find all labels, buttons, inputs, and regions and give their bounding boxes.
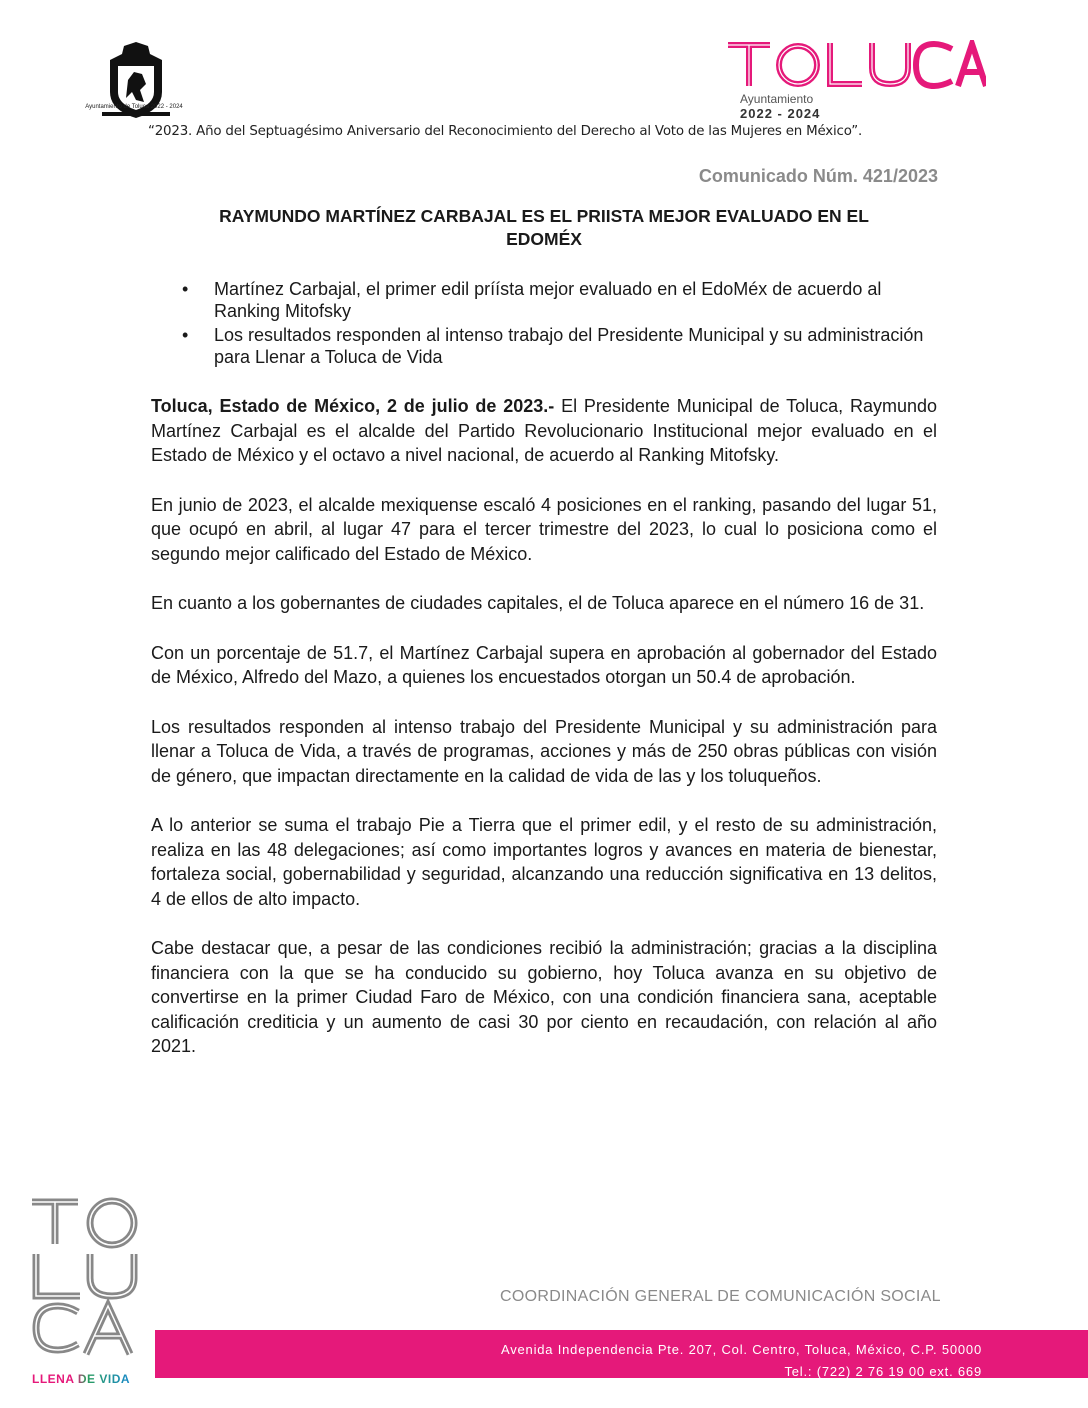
summary-bullets bbox=[150, 278, 938, 370]
footer-phone: Tel.: (722) 2 76 19 00 ext. 669 bbox=[784, 1364, 982, 1379]
brand-years: 2022 - 2024 bbox=[740, 106, 821, 121]
body-paragraph: Los resultados responden al intenso trabajo del Presidente Municipal y su administración para llenar a Toluca de Vida, a través de programas, acciones y más de 250 obras públicas con visión de género, que impactan directamente en la calidad de vida de las y los toluqueños. bbox=[151, 716, 937, 786]
summary-bullet bbox=[150, 324, 938, 368]
toluca-footer-logo bbox=[28, 1196, 144, 1366]
bullet-text: Los resultados responden al intenso trabajo del Presidente Municipal y su administración para Llenar a Toluca de Vida bbox=[214, 325, 924, 367]
body-paragraph: A lo anterior se suma el trabajo Pie a Tierra que el primer edil, y el resto de su administración, realiza en las 48 delegaciones; así como importantes logros y avances en materia de bienestar, fortaleza social, gobernabilidad y seguridad, alcanzando una reducción significativa en 13 delitos, 4 de ellos de alto impacto. bbox=[151, 815, 937, 909]
headline bbox=[150, 205, 938, 251]
headline-line-2: EDOMÉX bbox=[506, 229, 582, 249]
office-name: COORDINACIÓN GENERAL DE COMUNICACIÓN SOCIAL bbox=[500, 1288, 941, 1305]
release-body bbox=[151, 394, 937, 1084]
dateline: Toluca, Estado de México, 2 de julio de 2023.- bbox=[151, 396, 555, 416]
footer-tagline bbox=[32, 1372, 130, 1386]
bullet-text: Martínez Carbajal, el primer edil príísta mejor evaluado en el EdoMéx de acuerdo al Ranking Mitofsky bbox=[214, 279, 882, 321]
brand-subtitle: Ayuntamiento bbox=[740, 92, 814, 106]
year-motto: “2023. Año del Septuagésimo Aniversario del Reconocimiento del Derecho al Voto de las Mujeres en México”. bbox=[148, 124, 862, 139]
bullet-icon: • bbox=[182, 279, 189, 299]
body-paragraph: En cuanto a los gobernantes de ciudades capitales, el de Toluca aparece en el número 16 de 31. bbox=[151, 593, 925, 613]
body-paragraph bbox=[151, 394, 937, 468]
seal-caption: Ayuntamiento de Toluca 2022 - 2024 bbox=[85, 104, 183, 110]
body-text: El Presidente Municipal de Toluca, Raymundo Martínez Carbajal es el alcalde del Partido Revolucionario Institucional mejor evaluado en el Estado de México y el octavo a nivel nacional, de acuerdo al Ranking Mitofsky. bbox=[151, 396, 938, 465]
bullet-icon: • bbox=[182, 325, 189, 345]
release-number: Comunicado Núm. 421/2023 bbox=[698, 166, 938, 186]
footer-address: Avenida Independencia Pte. 207, Col. Centro, Toluca, México, C.P. 50000 bbox=[500, 1342, 982, 1357]
body-paragraph: En junio de 2023, el alcalde mexiquense escaló 4 posiciones en el ranking, pasando del lugar 51, que ocupó en abril, al lugar 47 para el tercer trimestre del 2023, lo cual lo posiciona como el segundo mejor calificado del Estado de México. bbox=[151, 494, 937, 564]
body-paragraph: Con un porcentaje de 51.7, el Martínez Carbajal supera en aprobación al gobernador del Estado de México, Alfredo del Mazo, a quienes los encuestados otorgan un 50.4 de aprobación. bbox=[151, 642, 937, 687]
toluca-brand-logo bbox=[726, 40, 986, 90]
tagline-text: LLENA DE VIDA bbox=[32, 1372, 131, 1386]
headline-line-1: RAYMUNDO MARTÍNEZ CARBAJAL ES EL PRIISTA MEJOR EVALUADO EN EL bbox=[219, 206, 869, 226]
body-paragraph: Cabe destacar que, a pesar de las condiciones recibió la administración; gracias a la disciplina financiera con la que se ha conducido su gobierno, hoy Toluca avanza en su objetivo de convertirse en la primer Ciudad Faro de México, con una condición financiera sana, aceptable calificación crediticia y un aumento de casi 30 por ciento en recaudación, con relación al año 2021. bbox=[151, 938, 937, 1056]
summary-bullet bbox=[150, 278, 938, 322]
